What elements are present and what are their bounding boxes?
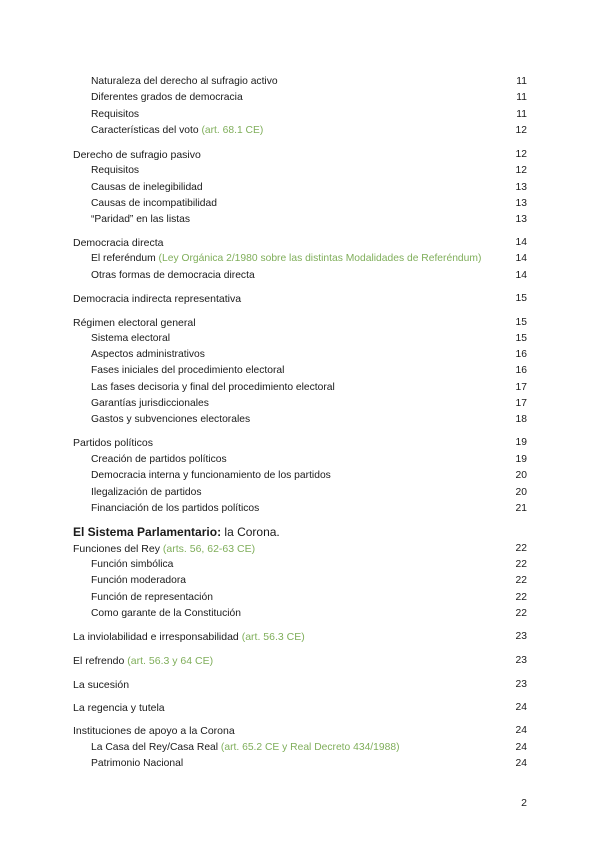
toc-page-number: 23: [515, 631, 527, 642]
toc-page-number: 16: [515, 349, 527, 360]
toc-subentry[interactable]: [91, 413, 527, 427]
toc-subentry[interactable]: [91, 757, 527, 771]
toc-entry-title: “Paridad” en las listas: [91, 214, 191, 225]
toc-page-number: 24: [515, 742, 527, 753]
toc-page-number: 12: [515, 149, 527, 160]
toc-entry-title: Naturaleza del derecho al sufragio activo: [91, 76, 278, 87]
toc-page-number: 13: [515, 214, 527, 225]
toc-subentry[interactable]: [91, 469, 527, 483]
toc-entry-title: Características del voto: [91, 125, 199, 136]
toc-subentry[interactable]: [91, 348, 527, 362]
toc-subentry[interactable]: [91, 252, 527, 266]
legal-reference-link[interactable]: art. 56.3 y 64 CE: [130, 655, 210, 667]
toc-entry-title: Régimen electoral general: [73, 317, 196, 329]
section-heading: [73, 524, 280, 540]
toc-entry-title: Diferentes grados de democracia: [91, 92, 243, 103]
toc-page-number: 22: [515, 608, 527, 619]
toc-entry-title: Aspectos administrativos: [91, 349, 205, 360]
toc-entry-title: Patrimonio Nacional: [91, 758, 184, 769]
toc-page-number: 18: [515, 414, 527, 425]
toc-page-number: 11: [516, 109, 527, 120]
toc-entry-line: Funciones del Rey (arts. 56, 62-63 CE): [73, 543, 256, 555]
toc-entry-title: Otras formas de democracia directa: [91, 270, 255, 281]
toc-entry-title: Garantías jurisdiccionales: [91, 398, 209, 409]
toc-subentry[interactable]: [91, 591, 527, 605]
toc-entry-title: Las fases decisoria y final del procedimiento electoral: [91, 382, 335, 393]
toc-entry-title: Requisitos: [91, 165, 140, 176]
toc-entry-title: El referéndum: [91, 253, 156, 264]
toc-subentry[interactable]: [91, 574, 527, 588]
toc-entry-title: La Casa del Rey/Casa Real: [91, 742, 219, 753]
toc-entry-line: El refrendo (art. 56.3 y 64 CE): [73, 655, 214, 667]
toc-subentry[interactable]: [91, 397, 527, 411]
toc-entry-title: Instituciones de apoyo a la Corona: [73, 725, 235, 737]
toc-page-number: 24: [515, 725, 527, 736]
toc-entry-title: Fases iniciales del procedimiento electoral: [91, 365, 285, 376]
toc-entry-title: Democracia directa: [73, 237, 164, 249]
section-heading-rest: la Corona.: [221, 525, 280, 539]
toc-entry-title: La regencia y tutela: [73, 702, 165, 714]
toc-page-number: 20: [515, 470, 527, 481]
toc-subentry[interactable]: [91, 164, 527, 178]
toc-entry-title: Función de representación: [91, 592, 213, 603]
toc-page-number: 14: [515, 270, 527, 281]
toc-subentry[interactable]: [91, 332, 527, 346]
toc-subentry[interactable]: [91, 381, 527, 395]
toc-entry-title: Sistema electoral: [91, 333, 170, 344]
toc-page-number: 17: [515, 382, 527, 393]
toc-subentry[interactable]: [91, 607, 527, 621]
toc-subentry[interactable]: [91, 269, 527, 283]
toc-page-number: 21: [515, 503, 527, 514]
legal-reference-link[interactable]: art. 68.1 CE: [204, 125, 260, 136]
toc-entry-title: Derecho de sufragio pasivo: [73, 149, 201, 161]
toc-entry-title: Función moderadora: [91, 575, 187, 586]
toc-entry-title: Requisitos: [91, 109, 140, 120]
toc-subentry[interactable]: [91, 453, 527, 467]
toc-subentry[interactable]: [91, 75, 527, 89]
section-heading-bold: El Sistema Parlamentario:: [73, 525, 222, 539]
toc-page-number: 13: [515, 182, 527, 193]
toc-entry-line: Características del voto (art. 68.1 CE): [91, 125, 264, 136]
toc-entry[interactable]: [73, 701, 527, 715]
toc-page-number: 19: [515, 454, 527, 465]
toc-page-number: 14: [515, 253, 527, 264]
toc-entry[interactable]: [73, 292, 527, 306]
toc-page-number: 24: [515, 758, 527, 769]
toc-entry-title: Financiación de los partidos políticos: [91, 503, 260, 514]
toc-page-number: 23: [515, 655, 527, 666]
toc-page-number: 12: [515, 165, 527, 176]
toc-page-number: 15: [515, 333, 527, 344]
toc-entry[interactable]: [73, 148, 527, 162]
toc-page-number: 23: [515, 679, 527, 690]
toc-entry-title: El refrendo: [73, 655, 125, 667]
toc-subentry[interactable]: [91, 364, 527, 378]
toc-page-number: 22: [515, 543, 527, 554]
toc-entry-title: La sucesión: [73, 679, 130, 691]
toc-entry-title: La inviolabilidad e irresponsabilidad: [73, 631, 239, 643]
toc-entry-line: La Casa del Rey/Casa Real (art. 65.2 CE y Real Decreto 434/1988): [91, 742, 400, 753]
legal-reference-link[interactable]: art. 56.3 CE: [245, 631, 302, 643]
toc-entry-title: Creación de partidos políticos: [91, 454, 227, 465]
toc-subentry[interactable]: [91, 91, 527, 105]
toc-subentry[interactable]: [91, 741, 527, 755]
toc-page-number: 15: [515, 317, 527, 328]
toc-subentry[interactable]: [91, 108, 527, 122]
toc-entry-title: Ilegalización de partidos: [91, 487, 202, 498]
toc-entry-title: Causas de inelegibilidad: [91, 182, 203, 193]
toc-entry[interactable]: [73, 436, 527, 450]
toc-page-number: 24: [515, 702, 527, 713]
toc-page-number: 11: [516, 76, 527, 87]
legal-reference-link[interactable]: Ley Orgánica 2/1980 sobre las distintas Modalidades de Referéndum: [161, 253, 478, 264]
legal-reference-link[interactable]: arts. 56, 62-63 CE: [166, 543, 252, 555]
toc-page-number: 15: [515, 293, 527, 304]
toc-page-number: 19: [515, 437, 527, 448]
toc-entry[interactable]: [73, 630, 527, 644]
toc-entry-line: El referéndum (Ley Orgánica 2/1980 sobre las distintas Modalidades de Referéndum): [91, 253, 482, 264]
toc-page-number: 14: [515, 237, 527, 248]
toc-page-number: 22: [515, 559, 527, 570]
toc-subentry[interactable]: [91, 486, 527, 500]
toc-page-number: 13: [515, 198, 527, 209]
toc-page-number: 22: [515, 575, 527, 586]
toc-page-number: 20: [515, 487, 527, 498]
toc-page-number: 17: [515, 398, 527, 409]
legal-reference-link[interactable]: art. 65.2 CE y Real Decreto 434/1988: [224, 742, 397, 753]
toc-page-number: 16: [515, 365, 527, 376]
toc-entry-title: Partidos políticos: [73, 437, 153, 449]
toc-entry-title: Función simbólica: [91, 559, 174, 570]
toc-entry-title: Como garante de la Constitución: [91, 608, 241, 619]
toc-entry[interactable]: [73, 724, 527, 738]
toc-entry[interactable]: [73, 236, 527, 250]
toc-entry-title: Gastos y subvenciones electorales: [91, 414, 251, 425]
toc-entry[interactable]: [73, 678, 527, 692]
page-number: 2: [521, 797, 527, 809]
toc-entry-title: Causas de incompatibilidad: [91, 198, 217, 209]
toc-page-number: 22: [515, 592, 527, 603]
toc-entry-title: Funciones del Rey: [73, 543, 160, 555]
toc-entry[interactable]: [73, 316, 527, 330]
toc-subentry[interactable]: [91, 197, 527, 211]
toc-entry-title: Democracia interna y funcionamiento de los partidos: [91, 470, 331, 481]
toc-page-number: 12: [515, 125, 527, 136]
toc-entry-line: La inviolabilidad e irresponsabilidad (art. 56.3 CE): [73, 631, 305, 643]
toc-entry[interactable]: [73, 542, 527, 556]
toc-page-number: 11: [516, 92, 527, 103]
toc-subentry[interactable]: [91, 124, 527, 138]
toc-subentry[interactable]: [91, 558, 527, 572]
toc-entry[interactable]: [73, 654, 527, 668]
toc-subentry[interactable]: [91, 213, 527, 227]
toc-entry-title: Democracia indirecta representativa: [73, 293, 242, 305]
toc-subentry[interactable]: [91, 502, 527, 516]
toc-subentry[interactable]: [91, 181, 527, 195]
